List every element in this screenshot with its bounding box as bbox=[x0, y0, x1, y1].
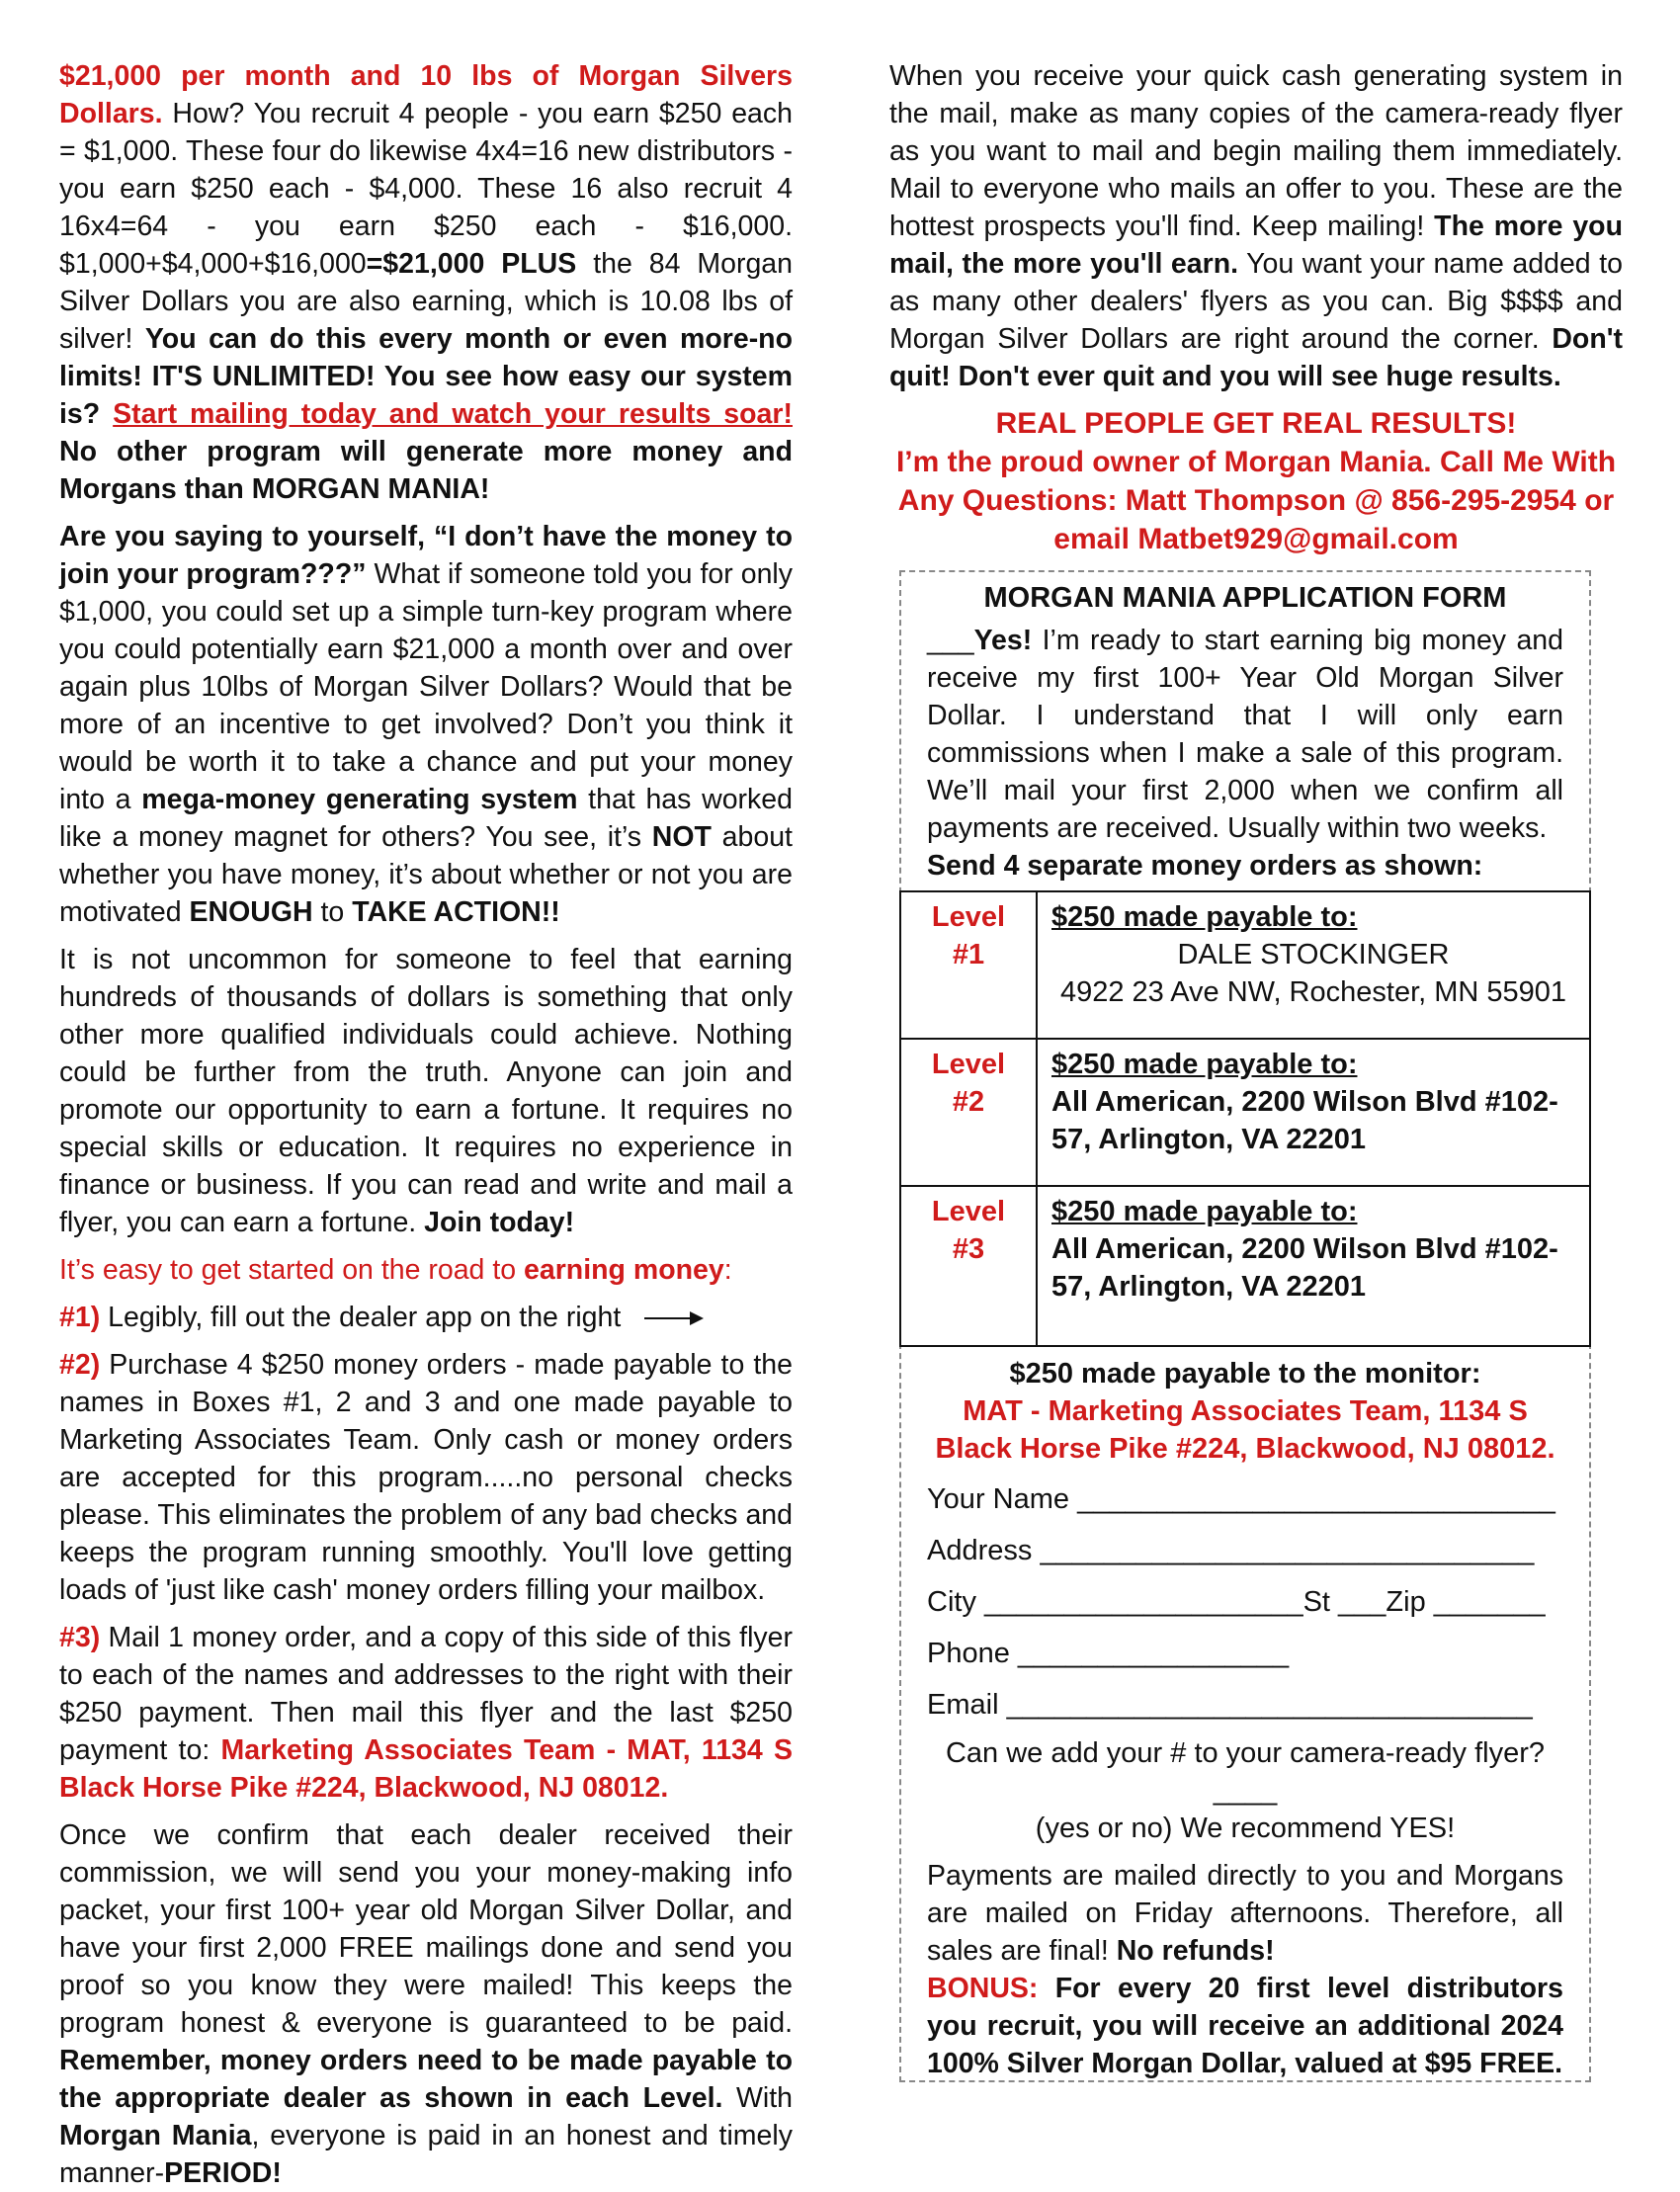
camera-ready-hint: (yes or no) We recommend YES! bbox=[1035, 1813, 1456, 1844]
form-header bbox=[901, 576, 1589, 885]
level-1-info bbox=[1038, 892, 1589, 1038]
step-2 bbox=[59, 1346, 793, 1609]
mailing-text: When you receive your quick cash generating system in the mail, make as many copies of the camera-ready flyer as you want to mail and begin mailing them immediately. Mail to everyone who mails an offer to you. These are the hottest prospects you'll find. Keep mailing! bbox=[889, 60, 1623, 242]
fortune-paragraph bbox=[59, 941, 793, 1241]
intro-text: How? You recruit 4 people - you earn $250 each = $1,000. These four do likewise 4x4=16 new distributors - you earn $250 each - $4,000. These 16 also recruit 4 16x4=64 - you earn $250 each - $16,000. $1,000+$4,000+$16,000 bbox=[59, 98, 793, 280]
start-mailing-link[interactable]: Start mailing today and watch your results soar! bbox=[113, 398, 793, 430]
no-refunds-text: No refunds! bbox=[1116, 1935, 1275, 1967]
period-text: PERIOD! bbox=[164, 2157, 282, 2189]
intro-end: No other program will generate more money and Morgans than MORGAN MANIA! bbox=[59, 436, 793, 505]
payee-address: All American, 2200 Wilson Blvd #102-57, Arlington, VA 22201 bbox=[1051, 1233, 1558, 1303]
level-2-row bbox=[901, 1040, 1589, 1187]
easy-start-text: It’s easy to get started on the road to bbox=[59, 1254, 525, 1286]
payments-text: Payments are mailed directly to you and Morgans are mailed on Friday afternoons. Therefore, all sales are final! bbox=[927, 1860, 1563, 1967]
money-text: What if someone told you for only $1,000, you could set up a simple turn-key program where you could potentially earn $21,000 a month over and over again plus 10lbs of Morgan Silver Dollars? Would that be more of an incentive to get involved? Don’t you think it would be worth it to take a chance and put your money into a bbox=[59, 558, 794, 815]
level-2-label bbox=[901, 1040, 1038, 1185]
not-text: NOT bbox=[651, 821, 712, 853]
step-1-number: #1) bbox=[59, 1302, 101, 1333]
earning-money-text: earning money bbox=[524, 1254, 724, 1286]
join-today-text: Join today! bbox=[424, 1207, 575, 1238]
total-earnings: =$21,000 PLUS bbox=[366, 248, 577, 280]
confirm-paragraph bbox=[59, 1816, 793, 2192]
money-text-2: that has worked like a money magnet for others? You see, it’s bbox=[59, 784, 793, 853]
yes-text: Yes! bbox=[973, 625, 1033, 656]
level-1-label bbox=[901, 892, 1038, 1038]
confirm-text: Once we confirm that each dealer received their commission, we will send you your money-making info packet, your first 100+ year old Morgan Silver Dollar, and have your first 2,000 FREE mailings done and send you proof so you know they were mailed! This keeps the program honest & everyone is guaranteed to be paid. bbox=[59, 1819, 793, 2039]
step-3-number: #3) bbox=[59, 1622, 101, 1653]
phone-field[interactable]: Phone _________________ bbox=[927, 1638, 1290, 1669]
form-title: MORGAN MANIA APPLICATION FORM bbox=[983, 582, 1507, 614]
to-text: to bbox=[312, 896, 353, 928]
name-field[interactable]: Your Name ______________________________ bbox=[927, 1483, 1555, 1515]
yes-paragraph bbox=[927, 622, 1563, 847]
take-action-text: TAKE ACTION!! bbox=[352, 896, 560, 928]
level-word: Level bbox=[931, 1049, 1006, 1080]
payee-name: DALE STOCKINGER bbox=[1177, 939, 1450, 970]
level-2-info bbox=[1038, 1040, 1589, 1185]
more-you-mail-text: The more you mail, the more you'll earn. bbox=[889, 211, 1623, 280]
unlimited-text: You can do this every month or even more-no limits! IT'S UNLIMITED! You see how easy our system is? bbox=[59, 323, 794, 430]
money-text-3: about whether you have money, it’s about whether or not you are motivated bbox=[59, 821, 793, 928]
application-form bbox=[899, 570, 1591, 2082]
intro-paragraph bbox=[59, 57, 793, 508]
remember-text: Remember, money orders need to be made payable to the appropriate dealer as shown in each Level. bbox=[59, 2045, 793, 2114]
level-3-label bbox=[901, 1187, 1038, 1345]
mailing-text-2: You want your name added to as many other dealers' flyers as you can. Big $$$$ and Morgan Silver Dollars are right around the corner. bbox=[889, 248, 1623, 355]
step-1-text: Legibly, fill out the dealer app on the right bbox=[100, 1302, 622, 1333]
yes-blank[interactable]: ___ bbox=[927, 625, 974, 656]
morgan-mania-text: Morgan Mania bbox=[59, 2120, 252, 2151]
payments-paragraph bbox=[927, 1857, 1563, 1970]
left-column bbox=[59, 57, 793, 2192]
right-column bbox=[889, 57, 1623, 2082]
owner-contact: I’m the proud owner of Morgan Mania. Call Me With Any Questions: Matt Thompson @ 856-295-2954 or email Matbet929@gmail.com bbox=[895, 446, 1617, 555]
bonus-label: BONUS: bbox=[927, 1973, 1039, 2004]
level-number: #1 bbox=[952, 939, 985, 970]
send-instruction: Send 4 separate money orders as shown: bbox=[927, 850, 1483, 882]
money-paragraph bbox=[59, 518, 793, 931]
easy-start-line bbox=[59, 1251, 793, 1289]
step-3-text: Mail 1 money order, and a copy of this side of this flyer to each of the names and addresses to the right with their $250 payment. Then mail this flyer and the last $250 payment to: bbox=[59, 1622, 793, 1766]
step-1 bbox=[59, 1299, 793, 1336]
level-number: #3 bbox=[952, 1233, 985, 1265]
camera-ready-question[interactable]: Can we add your # to your camera-ready flyer? ____ bbox=[945, 1737, 1546, 1807]
address-field[interactable]: Address _______________________________ bbox=[927, 1535, 1535, 1566]
step-3 bbox=[59, 1619, 793, 1807]
step-3-address: Marketing Associates Team - MAT, 1134 S Black Horse Pike #224, Blackwood, NJ 08012. bbox=[59, 1734, 793, 1804]
enough-text: ENOUGH bbox=[189, 896, 313, 928]
intro-text-2: the 84 Morgan Silver Dollars you are also earning, which is 10.08 lbs of silver! bbox=[59, 248, 793, 355]
dont-quit-text: Don't quit! Don't ever quit and you will see huge results. bbox=[889, 323, 1623, 392]
payable-heading: $250 made payable to: bbox=[1051, 1049, 1358, 1080]
payable-heading: $250 made payable to: bbox=[1051, 1196, 1358, 1227]
mailing-paragraph bbox=[889, 57, 1623, 395]
confirm-text-2: With bbox=[722, 2082, 793, 2114]
step-2-number: #2) bbox=[59, 1349, 101, 1381]
money-question: Are you saying to yourself, “I don’t have the money to join your program???” bbox=[59, 521, 793, 590]
confirm-text-3: , everyone is paid in an honest and timely manner- bbox=[59, 2120, 793, 2189]
level-1-row bbox=[901, 892, 1589, 1040]
level-word: Level bbox=[931, 901, 1006, 933]
fortune-text: It is not uncommon for someone to feel that earning hundreds of thousands of dollars is something that only other more qualified individuals could achieve. Nothing could be further from the truth. Anyone can join and promote our opportunity to earn a fortune. It requires no special skills or education. It requires no experience in finance or business. If you can read and write and mail a flyer, you can earn a fortune. bbox=[59, 944, 793, 1238]
colon: : bbox=[723, 1254, 732, 1286]
payee-address: All American, 2200 Wilson Blvd #102-57, Arlington, VA 22201 bbox=[1051, 1086, 1558, 1155]
levels-table bbox=[899, 890, 1591, 1347]
arrow-right-icon bbox=[644, 1317, 702, 1319]
step-2-text: Purchase 4 $250 money orders - made payable to the names in Boxes #1, 2 and 3 and one made payable to Marketing Associates Team. Only cash or money orders are accepted for this program.....no personal checks please. This eliminates the problem of any bad checks and keeps the program running smoothly. You'll love getting loads of 'just like cash' money orders filling your mailbox. bbox=[59, 1349, 793, 1606]
headline: $21,000 per month and 10 lbs of Morgan Silvers Dollars. bbox=[59, 60, 793, 129]
city-state-zip-field[interactable]: City ____________________St ___Zip _______ bbox=[927, 1586, 1546, 1618]
email-field[interactable]: Email _________________________________ bbox=[927, 1689, 1533, 1721]
level-number: #2 bbox=[952, 1086, 985, 1118]
bonus-text: For every 20 first level distributors you recruit, you will receive an additional 2024 100% Silver Morgan Dollar, valued at $95 FREE. bbox=[927, 1973, 1563, 2079]
payable-heading: $250 made payable to: bbox=[1051, 901, 1358, 933]
monitor-address: MAT - Marketing Associates Team, 1134 S Black Horse Pike #224, Blackwood, NJ 08012. bbox=[935, 1395, 1555, 1465]
level-3-row bbox=[901, 1187, 1589, 1345]
yes-description: I’m ready to start earning big money and receive my first 100+ Year Old Morgan Silver Dollar. I understand that I will only earn commissions when I make a sale of this program. We’ll mail your first 2,000 when we confirm all payments are received. Usually within two weeks. bbox=[927, 625, 1563, 844]
level-word: Level bbox=[931, 1196, 1006, 1227]
form-body bbox=[901, 1347, 1589, 2082]
monitor-heading: $250 made payable to the monitor: bbox=[1009, 1358, 1481, 1390]
level-3-info bbox=[1038, 1187, 1589, 1345]
mega-money-text: mega-money generating system bbox=[141, 784, 578, 815]
bonus-paragraph bbox=[927, 1970, 1563, 2082]
real-results-heading: REAL PEOPLE GET REAL RESULTS! bbox=[995, 407, 1517, 440]
payee-address: 4922 23 Ave NW, Rochester, MN 55901 bbox=[1059, 976, 1567, 1008]
